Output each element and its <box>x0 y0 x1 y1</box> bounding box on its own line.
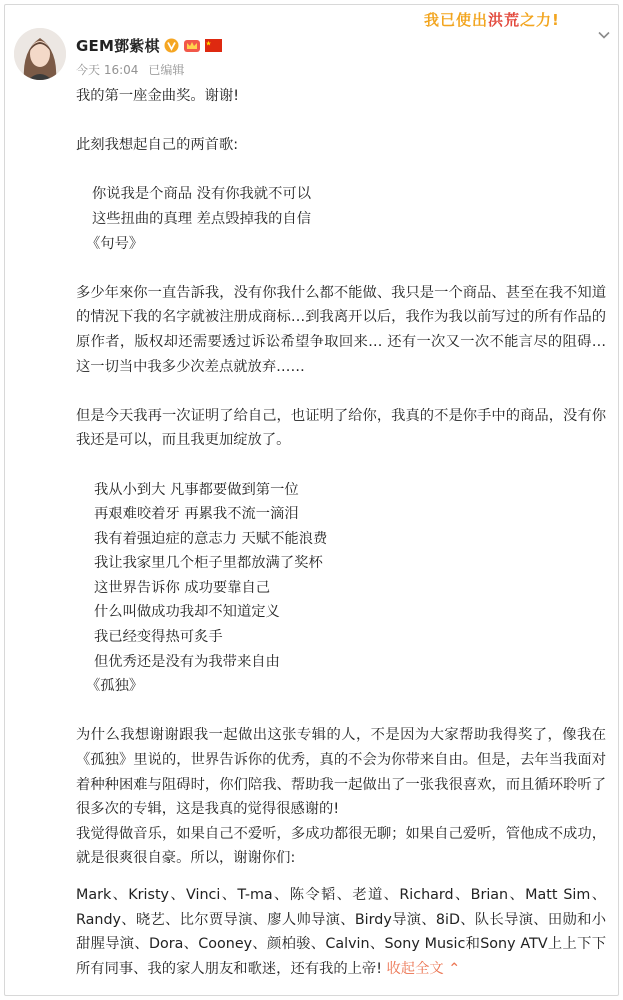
author-name[interactable]: GEM鄧紫棋 <box>76 36 160 55</box>
lyric-line: 再艰难咬着牙 再累我不流一滴泪 <box>94 506 299 523</box>
lyric-line: 我让我家里几个柜子里都放满了奖杯 <box>94 555 323 572</box>
collapse-text-label: 收起全文 <box>386 960 444 977</box>
lyric-line: 但优秀还是没有为我带来自由 <box>94 653 280 670</box>
lyric-line: 我已经变得热可炙手 <box>94 629 223 646</box>
banner-text-1: 我已使出 <box>424 11 489 29</box>
post-body <box>76 84 606 981</box>
thanks-list: Mark、Kristy、Vinci、T-ma、陈令韬、老道、Richard、Brian、Matt Sim、Randy、晓艺、比尔贾导演、廖人帅导演、Birdy导演、8iD、队长导演、田勋和小甜腥导演、Dora、Cooney、颜柏骏、Calvin、Sony Music和Sony ATV上上下下所有同事、我的家人朋友和歌迷，还有我的上帝! <box>76 887 606 977</box>
banner-sticker <box>424 9 560 30</box>
lyric-line: 这世界告诉你 成功要靠自己 <box>94 579 271 596</box>
post-meta <box>76 61 184 78</box>
post-paragraph: 多少年來你一直告訴我，没有你我什么都不能做、我只是一个商品、甚至在我不知道的情況下我的名字就被注册成商标…到我离开以后，我作为我以前写过的所有作品的原作者，版权却还需要透过诉讼希望争取回来… 还有一次又一次不能言尽的阻碍…这一切当中我多少次差点就放弃…… <box>76 284 606 375</box>
post-paragraph: 为什么我想谢谢跟我一起做出这张专辑的人，不是因为大家帮助我得奖了，像我在《孤独》里说的，世界告诉你的优秀，真的不会为你带来自由。但是，去年当我面对着种种困难与阻碍时，你们陪我、帮助我一起做出了一张我很喜欢，而且循环聆听了很多次的专辑，这是我真的觉得很感谢的! <box>76 727 606 818</box>
chevron-down-icon[interactable] <box>596 27 612 43</box>
verified-badge-icon <box>164 38 179 53</box>
banner-text-2: 洪荒 <box>488 11 521 29</box>
lyric-line: 你说我是个商品 没有你我就不可以 <box>92 186 311 203</box>
lyric-line: 什么叫做成功我却不知道定义 <box>94 604 280 621</box>
post-paragraph: 我的第一座金曲奖。谢谢! <box>76 88 239 104</box>
lyric-line: 我从小到大 凡事都要做到第一位 <box>94 481 299 498</box>
post-paragraph: 但是今天我再一次证明了给自己，也证明了给你，我真的不是你手中的商品，没有你我还是可以，而且我更加绽放了。 <box>76 407 606 449</box>
chevron-up-icon: ⌃ <box>448 960 461 977</box>
edited-label: 已编辑 <box>148 63 185 77</box>
collapse-text-link[interactable] <box>387 961 461 977</box>
song-title: 《句号》 <box>86 235 144 252</box>
member-crown-icon[interactable] <box>183 38 201 53</box>
avatar[interactable] <box>14 28 66 80</box>
post-paragraph <box>76 883 606 981</box>
post-time[interactable]: 今天 16:04 <box>76 63 139 77</box>
post-paragraph: 我觉得做音乐，如果自己不爱听，多成功都很无聊；如果自己爱听，管他成不成功，就是很爽很自豪。所以，谢谢你们: <box>76 825 606 867</box>
china-flag-icon <box>205 39 222 52</box>
lyric-line: 这些扭曲的真理 差点毁掉我的自信 <box>92 210 311 227</box>
post-paragraph: 此刻我想起自己的两首歌: <box>76 137 239 154</box>
avatar-image <box>14 28 66 80</box>
song-title: 《孤独》 <box>86 678 144 695</box>
lyric-line: 我有着强迫症的意志力 天赋不能浪费 <box>94 530 328 547</box>
banner-text-3: 之力! <box>520 11 560 29</box>
author-row <box>76 34 222 56</box>
